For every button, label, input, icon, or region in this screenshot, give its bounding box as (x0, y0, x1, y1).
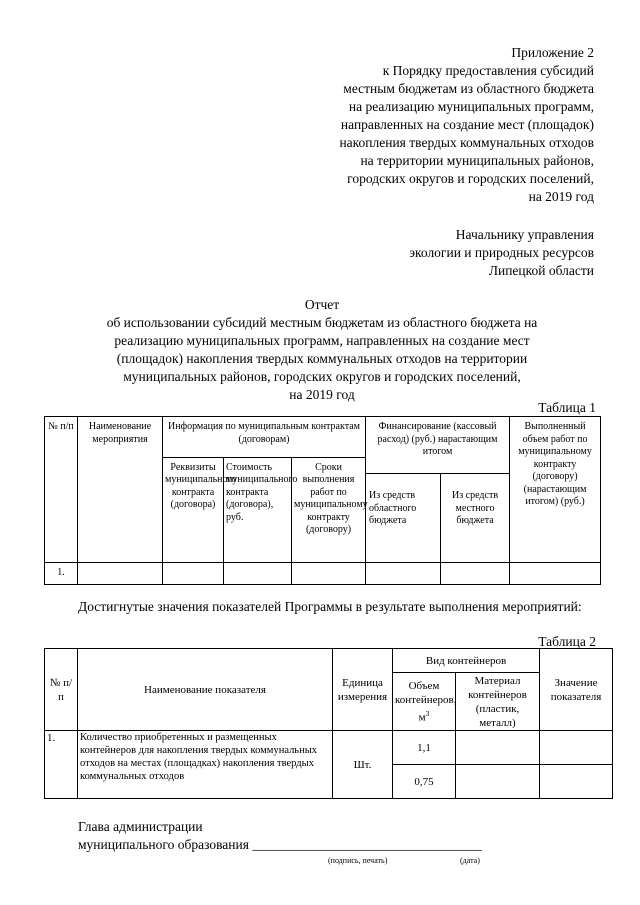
t2-header-num: № п/п (45, 649, 78, 731)
signature-block (78, 818, 482, 854)
table1-caption: Таблица 1 (538, 400, 596, 415)
t2-row-name: Количество приобретенных и размещенных контейнеров для накопления твердых коммунальных отходов на местах (площадках) накопления твердых коммунальных отходов (78, 731, 333, 799)
t2-header-unit: Единица измерения (333, 649, 393, 731)
appendix-line: на территории муниципальных районов, (360, 153, 594, 168)
t2-row-unit: Шт. (333, 731, 393, 799)
t1-header-financing-label: Финансирование (кассовый расход) (руб.) нарастающим итогом (377, 421, 498, 457)
t1-cell (292, 563, 366, 585)
t1-row-num: 1. (45, 563, 78, 585)
signature-line1: Глава администрации (78, 819, 203, 834)
addressee-line: Начальнику управления (455, 227, 594, 242)
t2-cell (540, 731, 613, 765)
t2-header-containers: Вид контейнеров (393, 649, 540, 673)
signature-note-date: (дата) (460, 856, 480, 865)
t2-row-num: 1. (45, 731, 78, 799)
appendix-line: направленных на создание мест (площадок) (340, 117, 594, 132)
signature-note-sign: (подпись, печать) (328, 856, 388, 865)
t1-header-local: Из средств местного бюджета (452, 490, 499, 526)
report-title (22, 296, 622, 404)
report-title-line: муниципальных районов, городских округов и городских поселений, (123, 369, 521, 384)
t1-financing-subheaders (366, 473, 509, 562)
table1 (44, 416, 601, 585)
report-title-line: (площадок) накопления твердых коммунальных отходов на территории (116, 351, 528, 366)
report-title-line: реализацию муниципальных программ, направленных на создание мест (114, 333, 530, 348)
t2-header-volume-label: Объем контейнеров, м (395, 679, 457, 724)
signature-underline: __________________________________ (252, 837, 482, 852)
t2-header-value: Значение показателя (540, 649, 613, 731)
appendix-header (339, 44, 594, 206)
t1-header-financing (366, 417, 510, 563)
appendix-line: местным бюджетам из областного бюджета (343, 81, 594, 96)
t1-cell (78, 563, 163, 585)
t2-header-volume-sup: 3 (425, 708, 430, 718)
table2-caption: Таблица 2 (538, 634, 596, 649)
signature-line2 (78, 836, 482, 854)
t1-header-num: № п/п (45, 417, 78, 563)
indicators-paragraph: Достигнутые значения показателей Программы в результате выполнения мероприятий: (78, 599, 582, 614)
t1-header-cost: Стоимость муниципального контракта (договора), руб. (224, 457, 292, 562)
appendix-line: Приложение 2 (511, 45, 594, 60)
t1-header-completed: Выполненный объем работ по муниципальному контракту (договору) (нарастающим итогом) (руб.) (510, 417, 601, 563)
report-title-line: на 2019 год (289, 387, 355, 402)
report-title-line: Отчет (304, 297, 340, 312)
table2 (44, 648, 613, 799)
signature-title: муниципального образования (78, 837, 249, 852)
appendix-line: на 2019 год (528, 189, 594, 204)
t1-header-contracts: Информация по муниципальным контрактам (договорам) (163, 417, 366, 458)
t1-cell (163, 563, 224, 585)
t2-cell (456, 765, 540, 799)
t1-header-name: Наименование мероприятия (78, 417, 163, 563)
report-title-line: об использовании субсидий местным бюджетам из областного бюджета на (106, 315, 538, 330)
t2-header-name: Наименование показателя (78, 649, 333, 731)
addressee-line: экологии и природных ресурсов (409, 245, 594, 260)
t2-cell (540, 765, 613, 799)
t1-cell (366, 563, 441, 585)
t1-cell (441, 563, 510, 585)
t2-header-volume (393, 673, 456, 731)
t1-header-requisites: Реквизиты муниципального контракта (договора) (163, 457, 224, 562)
t1-header-regional: Из средств областного бюджета (366, 474, 441, 562)
t2-cell (456, 731, 540, 765)
t2-row-vol2: 0,75 (393, 765, 456, 799)
t1-header-terms: Сроки выполнения работ по муниципальному контракту (договору) (292, 457, 366, 562)
t1-cell (510, 563, 601, 585)
t2-header-material: Материал контейнеров (пластик, металл) (456, 673, 540, 731)
t1-cell (224, 563, 292, 585)
appendix-line: к Порядку предоставления субсидий (382, 63, 594, 78)
appendix-line: накопления твердых коммунальных отходов (339, 135, 594, 150)
addressee-block (409, 226, 594, 280)
appendix-line: на реализацию муниципальных программ, (348, 99, 594, 114)
addressee-line: Липецкой области (488, 263, 594, 278)
t2-row-vol1: 1,1 (393, 731, 456, 765)
appendix-line: городских округов и городских поселений, (347, 171, 594, 186)
